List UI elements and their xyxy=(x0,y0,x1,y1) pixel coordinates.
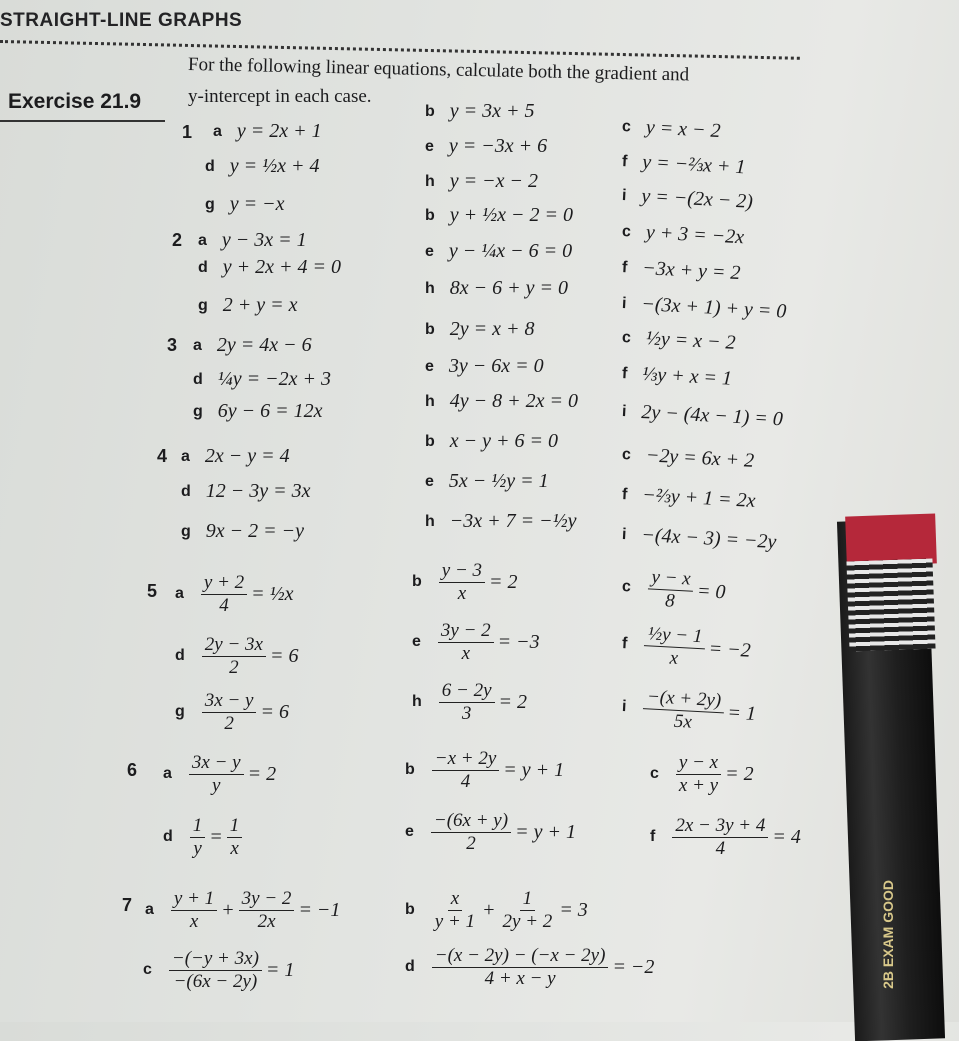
fraction-numerator: 2y − 3x xyxy=(202,634,266,657)
fraction xyxy=(201,572,247,617)
fraction xyxy=(202,634,266,679)
equation-text: y = −⅔x + 1 xyxy=(641,151,747,179)
item-label: e xyxy=(425,137,434,155)
fraction-numerator: 1 xyxy=(190,815,206,838)
fraction-denominator: 2 xyxy=(229,656,239,678)
fraction-numerator: −(6x + y) xyxy=(431,810,511,833)
equation-item xyxy=(193,400,324,423)
fraction-numerator: −x + 2y xyxy=(432,748,500,771)
item-label: g xyxy=(181,522,191,540)
fraction xyxy=(438,620,494,665)
item-label: g xyxy=(205,195,215,213)
fraction-denominator: 3 xyxy=(461,702,472,724)
item-label: i xyxy=(621,525,627,543)
equation-item xyxy=(405,810,577,855)
equation-text: 9x − 2 = −y xyxy=(205,520,305,542)
fraction-denominator: 2x xyxy=(257,910,276,932)
item-label: c xyxy=(621,328,632,346)
item-label: e xyxy=(425,357,434,375)
equation-item xyxy=(621,483,757,513)
item-label: b xyxy=(405,901,415,919)
equation-item xyxy=(621,362,733,391)
equation-text: ¼y = −2x + 3 xyxy=(217,368,332,390)
pencil-band xyxy=(846,559,935,652)
fraction xyxy=(647,566,694,613)
equation-text: = 1 xyxy=(726,701,757,725)
equation-item xyxy=(621,685,758,737)
equation-text: y = −(2x − 2) xyxy=(640,185,754,213)
item-label: a xyxy=(175,585,184,603)
equation-text: y − 3x = 1 xyxy=(221,229,307,251)
equation-text: = 6 xyxy=(260,700,289,723)
item-label: e xyxy=(425,242,434,260)
item-label: d xyxy=(205,157,215,175)
equation-text: = 0 xyxy=(696,579,727,604)
equation-item xyxy=(175,690,290,735)
fraction xyxy=(642,686,724,735)
equation-item xyxy=(425,510,578,533)
equation-item xyxy=(181,480,312,503)
equation-text: y + 2x + 4 = 0 xyxy=(222,256,342,278)
fraction-denominator: 2 xyxy=(466,832,476,854)
equation-item xyxy=(425,277,569,300)
equation-item xyxy=(205,193,286,216)
fraction-numerator: ½y − 1 xyxy=(644,623,706,649)
equation-item xyxy=(621,256,742,285)
exercise-title: Exercise 21.9 xyxy=(8,90,142,113)
item-label: b xyxy=(425,320,435,338)
equation-text: y + ½x − 2 = 0 xyxy=(449,204,574,226)
item-label: a xyxy=(193,336,202,354)
equation-item xyxy=(650,815,802,860)
fraction xyxy=(239,888,295,933)
equation-item xyxy=(425,100,536,123)
question-number: 7 xyxy=(122,895,133,915)
equation-item xyxy=(175,572,295,617)
equation-item xyxy=(163,815,245,860)
equation-item xyxy=(181,445,291,468)
fraction-denominator: x xyxy=(457,582,467,604)
equation-item xyxy=(193,334,313,357)
fraction-numerator: y + 1 xyxy=(171,888,217,911)
equation-item xyxy=(175,634,299,679)
fraction xyxy=(676,752,721,797)
equation-text: 2y = x + 8 xyxy=(449,318,535,340)
equation-text: y = ½x + 4 xyxy=(229,155,320,177)
fraction-numerator: y − x xyxy=(648,566,694,591)
equation-text: = 3 xyxy=(559,898,588,921)
item-label: i xyxy=(621,402,627,420)
equation-text: = −3 xyxy=(497,630,540,653)
fraction-denominator: 4 xyxy=(460,770,471,792)
equation-text: = 6 xyxy=(269,644,299,667)
item-label: f xyxy=(621,152,628,170)
equation-text: 2y − (4x − 1) = 0 xyxy=(640,401,784,431)
fraction xyxy=(190,815,206,860)
equation-item xyxy=(425,470,550,493)
equation-item xyxy=(145,888,341,933)
item-label: e xyxy=(425,472,434,490)
item-label: f xyxy=(621,364,628,382)
exercise-underline xyxy=(0,120,165,122)
fraction xyxy=(202,690,257,735)
equation-item xyxy=(198,294,299,317)
equation-item xyxy=(621,292,787,324)
item-label: g xyxy=(193,402,203,420)
equation-text: 6y − 6 = 12x xyxy=(217,400,323,422)
equation-item xyxy=(405,888,589,933)
equation-text: = 2 xyxy=(498,690,528,713)
equation-text: x − y + 6 = 0 xyxy=(449,430,559,452)
equation-text: y = 3x + 5 xyxy=(449,100,535,122)
fraction-numerator: 3y − 2 xyxy=(438,620,494,643)
fraction-denominator: x xyxy=(461,642,470,664)
equation-text: = y + 1 xyxy=(503,758,565,781)
fraction-denominator: 2y + 2 xyxy=(502,910,553,932)
equation-item xyxy=(412,620,541,665)
equation-text: = y + 1 xyxy=(515,820,576,843)
question-number: 6 xyxy=(127,760,138,780)
equation-item xyxy=(213,120,323,143)
equation-text: y = −x − 2 xyxy=(449,170,539,192)
equation-item xyxy=(425,390,579,413)
fraction-numerator: 2x − 3y + 4 xyxy=(672,815,768,838)
fraction-denominator: y xyxy=(193,837,202,859)
fraction-numerator: −(x − 2y) − (−x − 2y) xyxy=(432,945,609,968)
equation-item xyxy=(163,752,277,797)
fraction-numerator: y − x xyxy=(676,752,721,775)
fraction-denominator: 4 xyxy=(715,837,726,859)
equation-text: y = x − 2 xyxy=(645,116,722,143)
fraction xyxy=(643,623,706,671)
fraction-denominator: x + y xyxy=(678,774,719,796)
equation-text: ⅓y + x = 1 xyxy=(641,363,733,390)
fraction-denominator: 2 xyxy=(224,712,234,734)
equation-text: = 2 xyxy=(489,570,518,593)
item-label: c xyxy=(621,445,632,463)
item-label: c xyxy=(143,961,152,979)
item-label: i xyxy=(621,294,627,312)
item-label: g xyxy=(198,296,208,314)
fraction-numerator: 3y − 2 xyxy=(239,888,295,911)
equation-text: 2x − y = 4 xyxy=(204,445,290,467)
item-label: d xyxy=(163,828,173,846)
equation-text: 4y − 8 + 2x = 0 xyxy=(449,390,579,412)
equation-text: −(3x + 1) + y = 0 xyxy=(640,293,787,323)
item-label: e xyxy=(412,633,421,651)
equation-item xyxy=(621,523,778,554)
equation-text: −3x + 7 = −½y xyxy=(449,510,577,532)
fraction xyxy=(439,560,485,605)
fraction-denominator: x xyxy=(189,910,199,932)
question-number: 5 xyxy=(147,581,158,601)
fraction-denominator: 5x xyxy=(673,710,693,733)
fraction-denominator: 4 + x − y xyxy=(484,967,556,989)
equation-item xyxy=(425,135,548,158)
item-label: f xyxy=(621,635,628,653)
item-label: h xyxy=(425,392,435,410)
item-label: b xyxy=(425,102,435,120)
fraction-denominator: y xyxy=(212,774,221,796)
item-label: d xyxy=(198,258,208,276)
fraction-numerator: 1 xyxy=(520,888,536,911)
item-label: c xyxy=(621,222,632,240)
item-label: a xyxy=(181,447,190,465)
equation-item xyxy=(621,184,754,214)
item-label: a xyxy=(145,901,154,919)
equation-text: = xyxy=(209,825,223,848)
equation-item xyxy=(621,220,745,249)
fraction-denominator: y + 1 xyxy=(434,910,476,932)
equation-item xyxy=(650,752,755,797)
item-label: d xyxy=(193,370,203,388)
header-divider xyxy=(0,40,800,60)
equation-text: −(4x − 3) = −2y xyxy=(640,524,777,554)
equation-item xyxy=(621,400,784,431)
item-label: d xyxy=(175,647,185,665)
equation-text: = −1 xyxy=(298,898,341,921)
equation-text: −2y = 6x + 2 xyxy=(645,444,755,472)
item-label: h xyxy=(425,279,435,297)
fraction-numerator: y + 2 xyxy=(201,572,247,595)
equation-item xyxy=(425,170,539,193)
fraction xyxy=(171,888,217,933)
fraction-numerator: −(−y + 3x) xyxy=(169,948,262,971)
fraction xyxy=(189,752,244,797)
equation-text: 3y − 6x = 0 xyxy=(448,355,544,377)
equation-text: y = −x xyxy=(229,193,285,215)
question-number: 1 xyxy=(182,122,193,142)
question-number: 3 xyxy=(167,335,178,355)
equation-item xyxy=(198,256,342,279)
item-label: b xyxy=(425,206,435,224)
fraction xyxy=(500,888,556,933)
equation-text: = 4 xyxy=(772,825,801,848)
equation-item xyxy=(621,622,753,673)
equation-text: + xyxy=(482,898,496,921)
equation-item xyxy=(425,318,536,341)
equation-text: y = 2x + 1 xyxy=(236,120,322,142)
item-label: i xyxy=(621,698,627,716)
equation-item xyxy=(425,240,573,263)
equation-text: ½y = x − 2 xyxy=(645,327,737,354)
equation-text: = −2 xyxy=(612,955,655,978)
equation-text: = 1 xyxy=(265,958,295,981)
equation-text: y = −3x + 6 xyxy=(448,135,548,157)
equation-item xyxy=(412,680,528,725)
equation-item xyxy=(205,155,321,178)
equation-item xyxy=(412,560,519,605)
equation-text: 5x − ½y = 1 xyxy=(448,470,549,492)
equation-item xyxy=(425,355,545,378)
item-label: h xyxy=(412,693,422,711)
item-label: b xyxy=(405,761,415,779)
equation-item xyxy=(425,430,559,453)
equation-text: 2y = 4x − 6 xyxy=(216,334,312,356)
equation-item xyxy=(621,565,728,615)
item-label: a xyxy=(163,765,172,783)
fraction xyxy=(227,815,243,860)
fraction xyxy=(672,815,768,860)
fraction-numerator: y − 3 xyxy=(439,560,485,583)
equation-text: −⅔y + 1 = 2x xyxy=(641,484,756,512)
equation-item xyxy=(143,948,295,993)
item-label: h xyxy=(425,512,435,530)
equation-item xyxy=(621,326,737,355)
equation-item xyxy=(193,368,332,391)
fraction xyxy=(432,748,500,793)
fraction-numerator: 6 − 2y xyxy=(439,680,495,703)
equation-text: = 2 xyxy=(725,762,754,785)
fraction xyxy=(432,888,478,933)
equation-text: −3x + y = 2 xyxy=(641,257,742,285)
fraction-denominator: x xyxy=(230,837,239,859)
question-number: 4 xyxy=(157,446,168,466)
fraction-numerator: 1 xyxy=(227,815,243,838)
fraction-denominator: 8 xyxy=(664,590,676,612)
fraction-numerator: x xyxy=(448,888,462,911)
item-label: c xyxy=(621,117,632,135)
item-label: i xyxy=(621,186,627,204)
equation-item xyxy=(621,443,755,473)
equation-text: 2 + y = x xyxy=(222,294,298,316)
fraction-denominator: 4 xyxy=(219,594,229,616)
fraction xyxy=(439,680,495,725)
item-label: d xyxy=(181,482,191,500)
equation-text: = 2 xyxy=(247,762,277,785)
fraction-numerator: −(x + 2y) xyxy=(643,686,724,713)
equation-item xyxy=(198,229,308,252)
item-label: d xyxy=(405,958,415,976)
question-number: 2 xyxy=(172,230,183,250)
item-label: c xyxy=(650,765,659,783)
pencil-brand-text: 2B EXAM GOOD xyxy=(880,880,896,989)
fraction xyxy=(169,948,262,993)
equation-text: y − ¼x − 6 = 0 xyxy=(448,240,573,262)
item-label: b xyxy=(412,573,422,591)
equation-item xyxy=(405,748,565,793)
item-label: a xyxy=(213,122,222,140)
item-label: e xyxy=(405,823,414,841)
item-label: f xyxy=(650,828,656,846)
equation-item xyxy=(181,520,305,543)
fraction-denominator: −(6x − 2y) xyxy=(173,970,258,992)
equation-text: = ½x xyxy=(251,582,294,605)
fraction-numerator: 3x − y xyxy=(202,690,257,713)
equation-text: 8x − 6 + y = 0 xyxy=(449,277,569,299)
equation-item xyxy=(425,204,574,227)
item-label: h xyxy=(425,172,435,190)
item-label: a xyxy=(198,231,207,249)
chapter-header: STRAIGHT-LINE GRAPHS xyxy=(0,10,243,31)
equation-text: 12 − 3y = 3x xyxy=(205,480,311,502)
item-label: c xyxy=(621,578,632,596)
item-label: g xyxy=(175,703,185,721)
equation-text: = −2 xyxy=(708,637,752,662)
fraction xyxy=(431,810,511,855)
fraction xyxy=(432,945,609,990)
equation-item xyxy=(621,115,722,143)
instruction-line-1: For the following linear equations, calculate both the gradient and xyxy=(187,54,690,86)
item-label: b xyxy=(425,432,435,450)
equation-text: y + 3 = −2x xyxy=(645,221,745,249)
item-label: f xyxy=(621,258,628,276)
equation-text: + xyxy=(221,898,235,921)
item-label: f xyxy=(621,485,628,503)
equation-item xyxy=(621,150,747,179)
instruction-line-2: y-intercept in each case. xyxy=(188,86,372,107)
equation-item xyxy=(405,945,655,990)
fraction-denominator: x xyxy=(669,647,679,669)
fraction-numerator: 3x − y xyxy=(189,752,244,775)
